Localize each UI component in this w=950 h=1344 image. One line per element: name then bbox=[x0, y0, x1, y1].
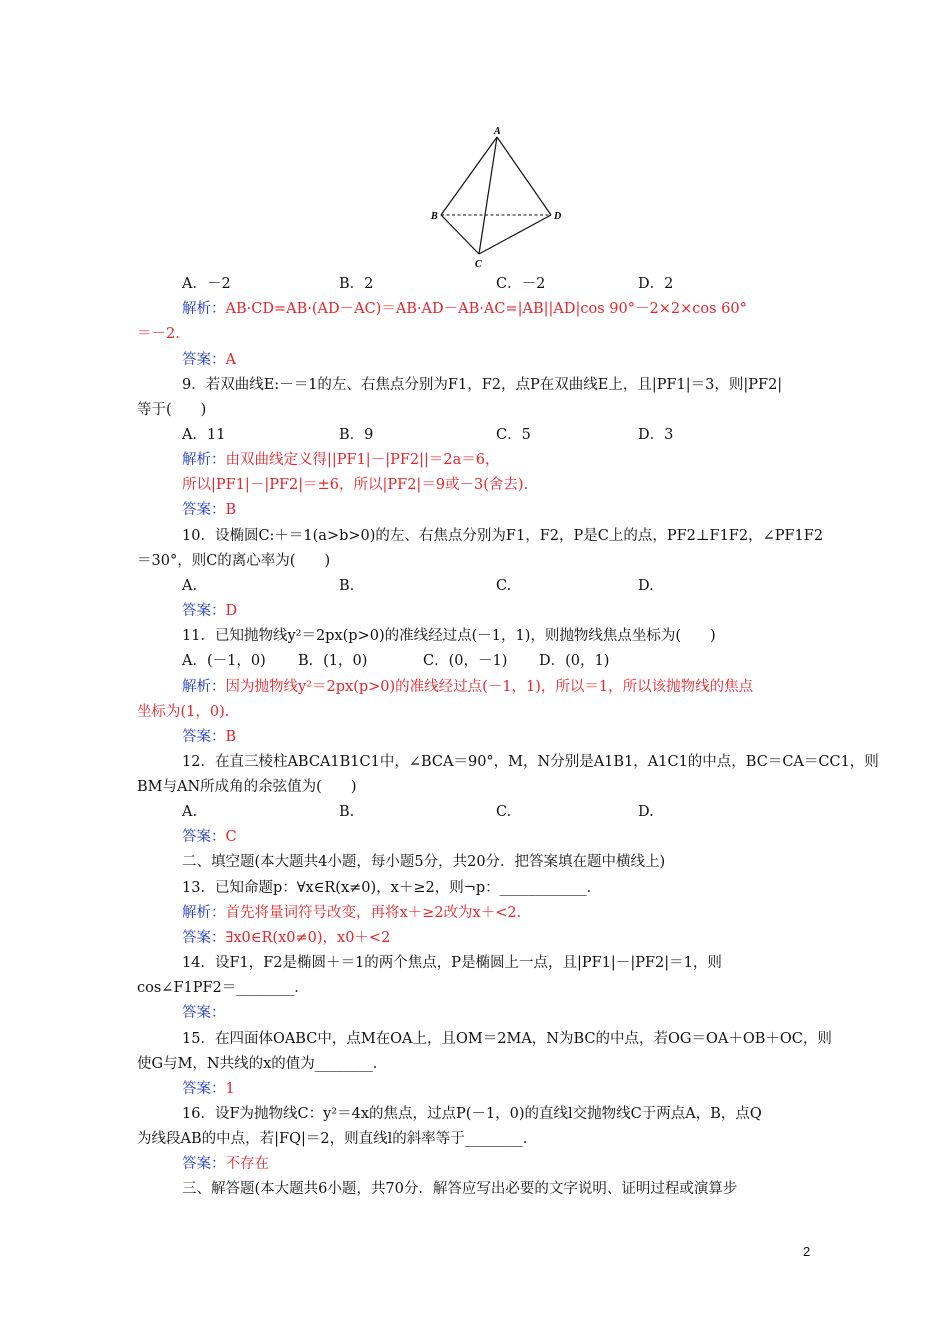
q8-option-c: C．－2 bbox=[496, 276, 546, 292]
answer-label: 答案： bbox=[182, 352, 226, 368]
q12-stem-cont: BM与AN所成角的余弦值为( ) bbox=[137, 779, 357, 795]
answer-label: 答案： bbox=[182, 1005, 226, 1021]
q15-stem: 15．在四面体OABC中，点M在OA上，且OM＝2MA，N为BC的中点，若OG＝OA＋OB＋OC，则 bbox=[182, 1031, 832, 1047]
vertex-label-d: D bbox=[554, 211, 562, 222]
q14-answer bbox=[182, 1002, 226, 1024]
answer-value: 1 bbox=[225, 1081, 235, 1097]
tetrahedron-figure bbox=[425, 122, 575, 270]
solution-text: 因为抛物线y²＝2px(p>0)的准线经过点(－1，1)，所以＝1，所以该抛物线的焦点 bbox=[225, 679, 754, 695]
q10-option-b: B. bbox=[339, 578, 355, 594]
solution-label: 解析： bbox=[182, 301, 226, 317]
q12-option-a: A. bbox=[182, 804, 198, 820]
edge-ac bbox=[479, 137, 497, 254]
q9-option-c: C．5 bbox=[496, 427, 531, 443]
q12-option-c: C. bbox=[496, 804, 512, 820]
q10-option-c: C. bbox=[496, 578, 512, 594]
section-3-heading: 三、解答题(本大题共6小题，共70分．解答应写出必要的文字说明、证明过程或演算步 bbox=[182, 1181, 738, 1197]
q16-answer bbox=[182, 1153, 269, 1175]
page-number: 2 bbox=[803, 1244, 811, 1259]
q12-options bbox=[182, 801, 654, 823]
q10-stem-cont: ＝30°，则C的离心率为( ) bbox=[137, 553, 331, 569]
answer-label: 答案： bbox=[182, 829, 226, 845]
answer-value: B bbox=[225, 502, 237, 518]
q8-solution-cont: ＝－2. bbox=[137, 326, 180, 342]
q11-stem: 11．已知抛物线y²＝2px(p>0)的准线经过点(－1，1)，则抛物线焦点坐标为( ) bbox=[182, 628, 716, 644]
q13-stem: 13．已知命题p：∀x∈R(x≠0)，x＋≥2，则¬p：____________． bbox=[182, 880, 602, 896]
q9-solution-cont: 所以|PF1|－|PF2|＝±6，所以|PF2|＝9或－3(舍去). bbox=[182, 477, 529, 493]
q11-option-c: C．(0，－1) bbox=[423, 653, 508, 669]
solution-label: 解析： bbox=[182, 905, 226, 921]
answer-value: B bbox=[225, 729, 237, 745]
q11-answer bbox=[182, 726, 236, 748]
q11-option-a: A．(－1，0) bbox=[182, 653, 266, 669]
q13-solution bbox=[182, 902, 521, 924]
q10-answer bbox=[182, 600, 237, 622]
q8-answer bbox=[182, 349, 236, 371]
q8-solution bbox=[182, 298, 747, 320]
vertex-label-c: C bbox=[475, 259, 482, 270]
q10-option-a: A. bbox=[182, 578, 198, 594]
edge-cd bbox=[479, 215, 551, 254]
vertex-label-b: B bbox=[431, 211, 438, 222]
q11-option-d: D．(0，1) bbox=[539, 653, 610, 669]
q9-stem-cont: 等于( ) bbox=[137, 402, 207, 418]
q11-solution bbox=[182, 676, 753, 698]
vertex-label-a: A bbox=[494, 126, 501, 137]
q11-solution-cont: 坐标为(1，0). bbox=[137, 704, 230, 720]
q12-answer bbox=[182, 826, 237, 848]
q10-options bbox=[182, 575, 654, 597]
q16-stem: 16．设F为抛物线C：y²＝4x的焦点，过点P(－1，0)的直线l交抛物线C于两点A，B，点Q bbox=[182, 1106, 762, 1122]
solution-label: 解析： bbox=[182, 452, 226, 468]
q12-option-d: D. bbox=[638, 804, 654, 820]
q10-option-d: D. bbox=[638, 578, 654, 594]
solution-text: AB·CD=AB·(AD－AC)＝AB·AD－AB·AC=|AB||AD|cos 90°－2×2×cos 60° bbox=[225, 301, 747, 317]
q11-option-b: B．(1，0) bbox=[298, 653, 368, 669]
section-2-heading: 二、填空题(本大题共4小题，每小题5分，共20分．把答案填在题中横线上) bbox=[182, 854, 666, 870]
q10-stem: 10．设椭圆C:＋＝1(a>b>0)的左、右焦点分别为F1，F2，P是C上的点，PF2⊥F1F2，∠PF1F2 bbox=[182, 528, 824, 544]
q8-option-b: B．2 bbox=[339, 276, 374, 292]
q9-option-b: B．9 bbox=[339, 427, 374, 443]
q12-option-b: B. bbox=[339, 804, 355, 820]
answer-label: 答案： bbox=[182, 603, 226, 619]
q15-answer bbox=[182, 1078, 235, 1100]
q15-stem-cont: 使G与M，N共线的x的值为________． bbox=[137, 1056, 388, 1072]
edge-ad bbox=[497, 137, 551, 215]
answer-label: 答案： bbox=[182, 729, 226, 745]
q16-stem-cont: 为线段AB的中点，若|FQ|＝2，则直线l的斜率等于________． bbox=[137, 1131, 538, 1147]
answer-label: 答案： bbox=[182, 930, 226, 946]
answer-value: 不存在 bbox=[225, 1156, 269, 1172]
answer-value: C bbox=[225, 829, 237, 845]
q11-options bbox=[182, 650, 609, 672]
solution-label: 解析： bbox=[182, 679, 226, 695]
solution-text: 首先将量词符号改变，再将x＋≥2改为x＋<2. bbox=[225, 905, 522, 921]
q14-stem-cont: cos∠F1PF2＝________． bbox=[137, 980, 309, 996]
q8-option-a: A．－2 bbox=[182, 276, 231, 292]
q13-answer bbox=[182, 927, 390, 949]
q9-solution bbox=[182, 449, 500, 471]
q9-option-d: D．3 bbox=[638, 427, 674, 443]
q9-stem: 9．若双曲线E:－＝1的左、右焦点分别为F1，F2，点P在双曲线E上，且|PF1|＝3，则|PF2| bbox=[182, 377, 783, 393]
answer-label: 答案： bbox=[182, 1156, 226, 1172]
q9-options bbox=[182, 424, 673, 446]
answer-value: ∃x0∈R(x0≠0)，x0＋<2 bbox=[225, 930, 391, 946]
edge-bc bbox=[441, 215, 479, 254]
q8-options bbox=[182, 273, 673, 295]
answer-label: 答案： bbox=[182, 502, 226, 518]
q14-stem: 14．设F1，F2是椭圆＋＝1的两个焦点，P是椭圆上一点，且|PF1|－|PF2|＝1，则 bbox=[182, 955, 722, 971]
q12-stem: 12．在直三棱柱ABCA1B1C1中，∠BCA＝90°，M，N分别是A1B1，A1C1的中点，BC＝CA＝CC1，则 bbox=[182, 754, 879, 770]
answer-value: D bbox=[225, 603, 238, 619]
q9-answer bbox=[182, 499, 236, 521]
edge-ab bbox=[441, 137, 497, 215]
q9-option-a: A．11 bbox=[182, 427, 226, 443]
answer-value: A bbox=[225, 352, 236, 368]
answer-label: 答案： bbox=[182, 1081, 226, 1097]
solution-text: 由双曲线定义得||PF1|－|PF2||＝2a＝6， bbox=[225, 452, 500, 468]
q8-option-d: D．2 bbox=[638, 276, 674, 292]
